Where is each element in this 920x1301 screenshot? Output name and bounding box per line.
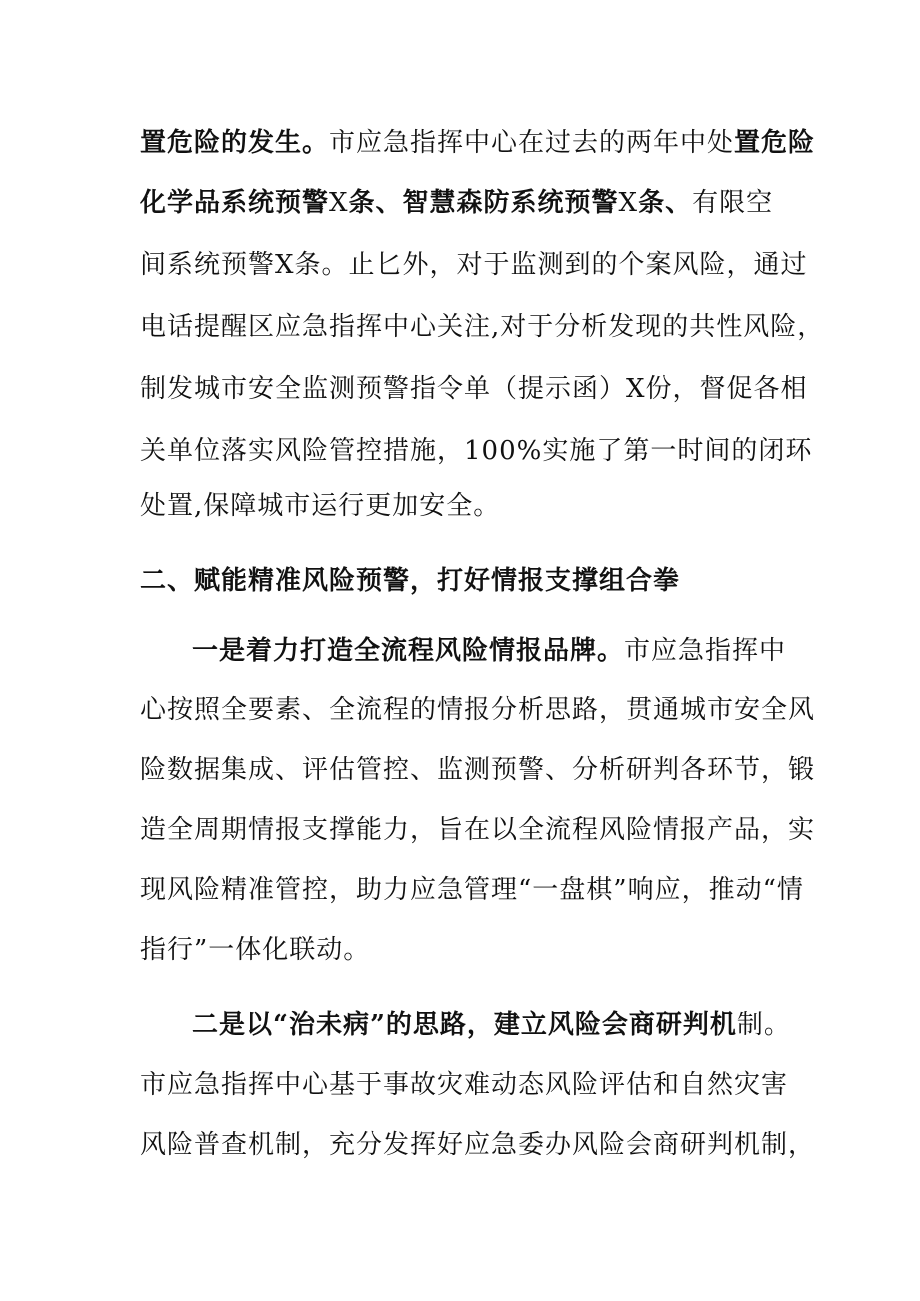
paragraph-2-line-5: 现风险精准管控，助力应急管理“一盘棋”响应，推动“情 xyxy=(140,875,804,905)
body-text: 制。 xyxy=(736,1010,791,1040)
body-text: 市应急指挥中心在过去的两年中处 xyxy=(329,128,735,158)
paragraph-3-line-2: 市应急指挥中心基于事故灾难动态风险评估和自然灾害 xyxy=(140,1070,789,1100)
paragraph-1-line-7: 处置,保障城市运行更加安全。 xyxy=(140,491,501,521)
paragraph-3-line-3: 风险普查机制，充分发挥好应急委办风险会商研判机制， xyxy=(140,1130,816,1160)
bold-text: 条、 xyxy=(638,188,693,218)
bold-text: 化学品系统预警 xyxy=(140,188,330,218)
bold-text: 二是以“治未病”的思路，建立风险会商研判机 xyxy=(192,1010,737,1040)
paragraph-1-line-1 xyxy=(140,128,815,158)
paragraph-3-line-1 xyxy=(192,1010,791,1040)
bold-text: 一是着力打造全流程风险情报品牌。 xyxy=(192,636,625,666)
bold-text: 条、智慧森防系统预警 xyxy=(348,188,619,218)
paragraph-1-line-6: 关单位落实风险管控措施，100%实施了第一时间的闭环 xyxy=(140,436,813,466)
bold-text: 置危险 xyxy=(734,128,816,158)
paragraph-2-line-2: 心按照全要素、全流程的情报分析思路，贯通城市安全风 xyxy=(140,695,816,725)
paragraph-2-line-3: 险数据集成、评估管控、监测预警、分析研判各环节，锻 xyxy=(140,755,816,785)
body-text: X xyxy=(329,188,349,218)
paragraph-1-line-5: 制发城市安全监测预警指令单（提示函）X份，督促各相 xyxy=(140,374,808,404)
bold-text: 置危险的发生。 xyxy=(140,128,330,158)
paragraph-2-line-1 xyxy=(192,636,786,666)
body-text: X xyxy=(618,188,639,218)
paragraph-1-line-3: 间系统预警X条。止匕外，对于监测到的个案风险，通过 xyxy=(140,250,808,280)
paragraph-2-line-6: 指行”一体化联动。 xyxy=(140,935,371,965)
body-text: 市应急指挥中 xyxy=(624,636,787,666)
paragraph-1-line-2 xyxy=(140,188,773,218)
paragraph-1-line-4: 电话提醒区应急指挥中心关注,对于分析发现的共性风险， xyxy=(140,312,825,342)
section-heading: 二、赋能精准风险预警，打好情报支撑组合拳 xyxy=(140,566,681,596)
body-text: 有限空 xyxy=(692,188,774,218)
paragraph-2-line-4: 造全周期情报支撑能力，旨在以全流程风险情报产品，实 xyxy=(140,815,816,845)
